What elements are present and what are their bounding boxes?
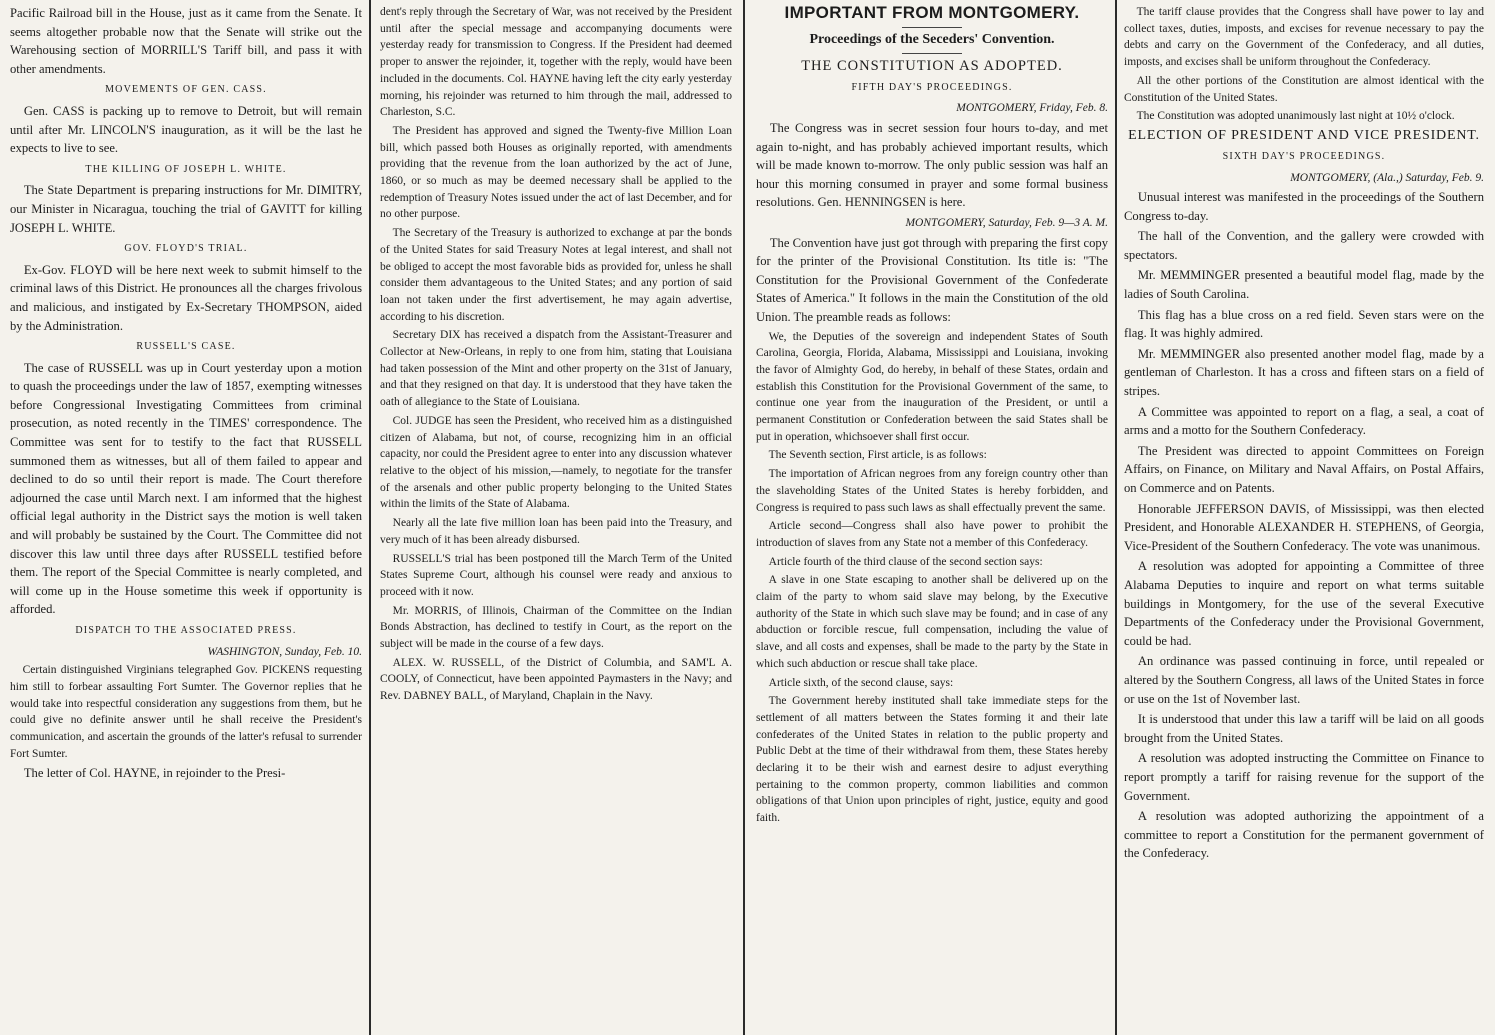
column-rule — [743, 0, 745, 1035]
paragraph: Mr. MORRIS, of Illinois, Chairman of the Committee on the Indian Bonds Abstraction, has declined to testify in Court, as the report on the subject will be made in the course of a few days. — [380, 604, 732, 651]
paragraph: A resolution was adopted authorizing the appointment of a committee to report a Constitution for the permanent government of the Confederacy. — [1124, 809, 1484, 861]
section-subheading: SIXTH DAY'S PROCEEDINGS. — [1222, 150, 1386, 162]
paragraph: Article second—Congress shall also have power to prohibit the introduction of slaves from any State not a member of this Confederacy. — [756, 520, 1108, 549]
paragraph: A resolution was adopted instructing the Committee on Finance to report promptly a tariff for raising revenue for the support of the Government. — [1124, 751, 1484, 803]
paragraph: The case of RUSSELL was up in Court yesterday upon a motion to quash the proceedings under the law of 1857, exempting witnesses before Congressional Investigating Committees from criminal prosecution, as noted recently in the TIMES' correspondence. The Committee was sent for to testify to the fact that RUSSELL summoned them as witnesses, but all of them failed to appear and declined to do so until their report is made. The Court therefore adjourned the case until March next. I am informed that the highest official legal authority in the District says the motion is well taken and will probably be sustained by the Court. The Committee did not discover this law until three days after RUSSELL testified before them. The report of the Special Committee is nearly completed, and will come up in the House sometime this week if opportunity is afforded. — [10, 360, 362, 617]
paragraph: Gen. CASS is packing up to remove to Detroit, but will remain until after Mr. LINCOLN'S inauguration, as it will be the last he expects to live to see. — [10, 103, 362, 156]
column-rule — [1115, 0, 1117, 1035]
paragraph: The State Department is preparing instructions for Mr. DIMITRY, our Minister in Nicaragua, touching the trial of GAVITT for killing JOSEPH L. WHITE. — [10, 183, 362, 235]
paragraph: Mr. MEMMINGER presented a beautiful model flag, made by the ladies of South Carolina. — [1124, 268, 1484, 302]
paragraph: The Constitution was adopted unanimously last night at 10½ o'clock. — [1136, 110, 1455, 123]
column-3 — [756, 4, 1108, 1035]
column-4 — [1124, 4, 1484, 1035]
paragraph: The President was directed to appoint Committees on Foreign Affairs, on Finance, on Military and Naval Affairs, on Postal Affairs, on Commerce and on Patents. — [1124, 443, 1484, 496]
section-heading: DISPATCH TO THE ASSOCIATED PRESS. — [75, 625, 297, 636]
dateline: MONTGOMERY, Saturday, Feb. 9—3 A. M. — [905, 216, 1108, 229]
divider — [902, 27, 962, 28]
headline: IMPORTANT FROM MONTGOMERY. — [784, 4, 1080, 22]
paragraph: Ex-Gov. FLOYD will be here next week to submit himself to the criminal laws of this District. He pronounces all the charges frivolous and malicious, and instigated by Ex-Secretary THOMPSON, aided by the Administration. — [10, 262, 362, 333]
column-2 — [380, 4, 732, 1035]
paragraph: The President has approved and signed the Twenty-five Million Loan bill, which passed both Houses as originally reported, with amendments providing that the revenue from the loan authorized by the act of June, 1860, or so much as may be deemed necessary shall be applied to the redemption of Treasury Notes issued under the act of last December, and for no other purpose. — [380, 124, 732, 221]
paragraph: The Congress was in secret session four hours to-day, and met again to-night, and has probably achieved important results, which will be made known to-morrow. The only public session was half an hour this morning consumed in prayer and some formal business resolutions. Gen. HENNINGSEN is here. — [756, 120, 1108, 210]
paragraph: dent's reply through the Secretary of War, was not received by the President until after the special message and accompanying documents were yesterday ready for transmission to Congress. If the President had deemed proper to answer the rejoinder, it, together with the reply, would have been included in the documents. Col. HAYNE having left the city early yesterday morning, his rejoinder was returned to him through the mail, addressed to Charleston, S.C. — [380, 6, 732, 119]
section-heading: THE KILLING OF JOSEPH L. WHITE. — [85, 163, 287, 175]
paragraph: The Seventh section, First article, is as follows: — [768, 449, 987, 462]
section-heading: RUSSELL'S CASE. — [136, 341, 236, 353]
section-subheading: FIFTH DAY'S PROCEEDINGS. — [851, 81, 1013, 93]
section-heading: GOV. FLOYD'S TRIAL. — [124, 243, 248, 255]
paragraph: This flag has a blue cross on a red field. Seven stars were on the flag. It was highly admired. — [1124, 307, 1484, 341]
paragraph: We, the Deputies of the sovereign and independent States of South Carolina, Georgia, Florida, Alabama, Mississippi and Louisiana, invoking the favor of Almighty God, do hereby, in behalf of these States, ordain and establish this Constitution for the Provisional Government of the same, to continue one year from the inauguration of the President, or until a permanent Constitution or Confederation between the said States shall be put in operation, whichsoever shall first occur. — [756, 330, 1108, 443]
paragraph: Unusual interest was manifested in the proceedings of the Southern Congress to-day. — [1124, 190, 1484, 223]
section-heading: ELECTION OF PRESIDENT AND VICE PRESIDENT. — [1128, 127, 1480, 143]
paragraph: A slave in one State escaping to another shall be delivered up on the claim of the party to whom said slave may belong, by the Executive authority of the State in which such slave may be found; and in case of any abduction or forcible rescue, full compensation, including the value of slave, and all costs and expenses, shall be made to the party by the State in which such abduction or rescue shall take place. — [756, 574, 1108, 670]
paragraph: Honorable JEFFERSON DAVIS, of Mississippi, was then elected President, and Honorable ALEXANDER H. STEPHENS, of Georgia, Vice-President of the Southern Confederacy. The vote was unanimous. — [1124, 501, 1484, 553]
paragraph: The importation of African negroes from any foreign country other than the slaveholding States of the United States is hereby forbidden, and Congress is required to pass such laws as shall effectually prevent the same. — [756, 468, 1108, 514]
paragraph: Pacific Railroad bill in the House, just as it came from the Senate. It seems altogether probable now that the Senate will strike out the Warehousing section of MORRILL'S Tariff bill, and pass it with other amendments. — [10, 6, 362, 76]
section-heading: MOVEMENTS OF GEN. CASS. — [105, 84, 267, 96]
paragraph: Article fourth of the third clause of the second section says: — [768, 555, 1043, 568]
paragraph: All the other portions of the Constitution are almost identical with the Constitution of the United States. — [1124, 74, 1484, 104]
divider — [902, 53, 962, 54]
column-rule — [369, 0, 371, 1035]
paragraph: The tariff clause provides that the Congress shall have power to lay and collect taxes, duties, imposts, and excises for revenue necessary to pay the debts and carry on the Government of the Confederacy, and all duties, imposts, and excises shall be uniform throughout the Confederacy. — [1124, 6, 1484, 69]
paragraph: Certain distinguished Virginians telegraphed Gov. PICKENS requesting him still to forbear assaulting Fort Sumter. The Governor replies that he would take into respectful consideration any suggestions from them, but he could give no definite answer until he shall receive the President's communication, and ascertain the grounds of the latter's refusal to surrender Fort Sumter. — [10, 664, 362, 760]
column-1 — [10, 4, 362, 1035]
dateline: MONTGOMERY, Friday, Feb. 8. — [956, 102, 1108, 115]
paragraph: Article sixth, of the second clause, says: — [768, 676, 954, 689]
paragraph: The letter of Col. HAYNE, in rejoinder to the Presi- — [23, 766, 286, 781]
paragraph: A resolution was adopted for appointing a Committee of three Alabama Deputies to inquire and report on what terms suitable buildings in Montgomery, for the use of the several Executive Departments of the Confederacy under the Provisional Government, could be had. — [1124, 559, 1484, 648]
paragraph: The Convention have just got through with preparing the first copy for the printer of the Provisional Constitution. Its title is: "The Constitution for the Provisional Government of the Confederate States of America." It follows in the main the Constitution of the old Union. The preamble reads as follows: — [756, 235, 1108, 324]
paragraph: The hall of the Convention, and the gallery were crowded with spectators. — [1124, 229, 1484, 262]
paragraph: The Secretary of the Treasury is authorized to exchange at par the bonds of the United States for said Treasury Notes at legal interest, and shall not be obliged to accept the most favorable bids as provided for, unless he shall consider them advantageous to the United States; and any portion of said loan not taken under the first advertisement, he may again advertise, according to his discretion. — [380, 227, 732, 323]
paragraph: The Government hereby instituted shall take immediate steps for the settlement of all matters between the States forming it and their late confederates of the United States in relation to the public property and Public Debt at the time of their withdrawal from them, these States hereby declaring it to be their wish and earnest desire to adjust everything pertaining to the common property, common liabilities and common obligations of that Union upon principles of right, justice, equity and good faith. — [756, 695, 1108, 825]
subheadline: Proceedings of the Seceders' Convention. — [809, 31, 1055, 47]
dateline: WASHINGTON, Sunday, Feb. 10. — [207, 645, 362, 658]
paragraph: Mr. MEMMINGER also presented another model flag, made by a gentleman of Charleston. It has a cross and fifteen stars on a field of stripes. — [1124, 346, 1484, 399]
paragraph: Nearly all the late five million loan has been paid into the Treasury, and very much of it has been already disbursed. — [380, 517, 732, 546]
paragraph: ALEX. W. RUSSELL, of the District of Columbia, and SAM'L A. COOLY, of Connecticut, have been appointed Paymasters in the Navy; and Rev. DABNEY BALL, of Maryland, Chaplain in the Navy. — [380, 656, 732, 703]
paragraph: RUSSELL'S trial has been postponed till the March Term of the United States Supreme Court, although his counsel were ready and anxious to proceed with it now. — [380, 552, 732, 598]
paragraph: Col. JUDGE has seen the President, who received him as a distinguished citizen of Alabama, but not, of course, recognizing him in an official capacity, nor could the President agree to enter into any discussion whatever relative to the object of his mission,—namely, to negotiate for the transfer of the arsenals and other public property belonging to the United States within the limits of the State of Alabama. — [380, 414, 732, 511]
paragraph: An ordinance was passed continuing in force, until repealed or altered by the Southern Congress, all laws of the United States in force or use on the 1st of November last. — [1124, 654, 1484, 706]
paragraph: Secretary DIX has received a dispatch from the Assistant-Treasurer and Collector at New-Orleans, in reply to one from him, stating that Louisiana had taken possession of the Mint and other property on the 31st of January, and that they resigned on that day. It is understood that they have taken the oath of allegiance to the State of Louisiana. — [380, 329, 732, 409]
section-heading: THE CONSTITUTION AS ADOPTED. — [801, 58, 1063, 75]
paragraph: It is understood that under this law a tariff will be laid on all goods brought from the United States. — [1124, 712, 1484, 745]
dateline: MONTGOMERY, (Ala.,) Saturday, Feb. 9. — [1290, 171, 1484, 184]
paragraph: A Committee was appointed to report on a flag, a seal, a coat of arms and a motto for the Southern Confederacy. — [1124, 404, 1484, 438]
